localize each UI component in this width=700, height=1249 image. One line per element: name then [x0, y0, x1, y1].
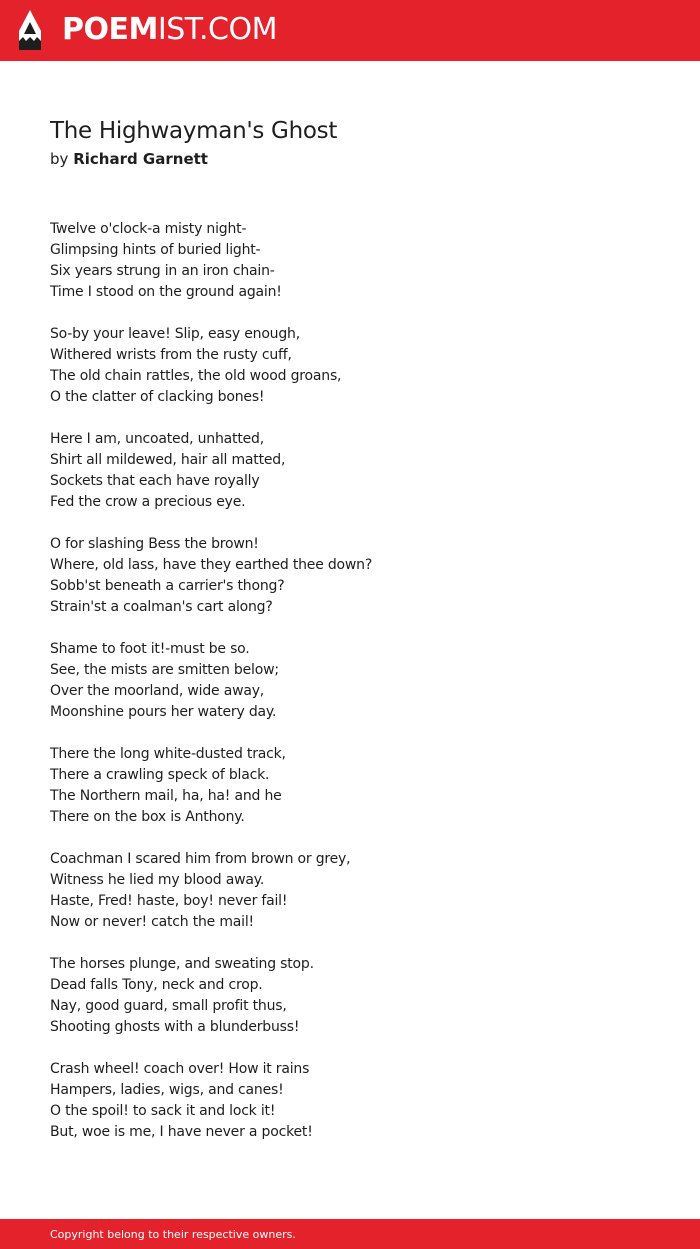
- byline: [50, 148, 208, 170]
- poem-line: Sockets that each have royally: [50, 473, 260, 489]
- poem-line: Haste, Fred! haste, boy! never fail!: [50, 893, 288, 909]
- stanza: [50, 429, 670, 513]
- poem-line: Moonshine pours her watery day.: [50, 704, 277, 720]
- logo-light-text: IST.COM: [157, 12, 277, 47]
- poem-line: But, woe is me, I have never a pocket!: [50, 1124, 313, 1140]
- poem-line: There the long white-dusted track,: [50, 746, 286, 762]
- poem-line: So-by your leave! Slip, easy enough,: [50, 326, 300, 342]
- poem-line: Shame to foot it!-must be so.: [50, 641, 250, 657]
- poem-line: Now or never! catch the mail!: [50, 914, 254, 930]
- poem-line: O the clatter of clacking bones!: [50, 389, 265, 405]
- author-name: Richard Garnett: [73, 150, 208, 168]
- poem-line: Fed the crow a precious eye.: [50, 494, 246, 510]
- poem-line: Witness he lied my blood away.: [50, 872, 265, 888]
- poem-line: O for slashing Bess the brown!: [50, 536, 259, 552]
- poem-line: Twelve o'clock-a misty night-: [50, 221, 247, 237]
- poem-line: Strain'st a coalman's cart along?: [50, 599, 273, 615]
- site-logo[interactable]: [62, 12, 277, 48]
- copyright-text: Copyright belong to their respective owners.: [50, 1228, 296, 1241]
- pencil-tip-icon[interactable]: [17, 9, 43, 51]
- poem-line: Here I am, uncoated, unhatted,: [50, 431, 264, 447]
- poem-line: Over the moorland, wide away,: [50, 683, 265, 699]
- poem-body: [50, 219, 670, 1164]
- poem-line: Hampers, ladies, wigs, and canes!: [50, 1082, 284, 1098]
- stanza: [50, 954, 670, 1038]
- poem-line: Nay, good guard, small profit thus,: [50, 998, 287, 1014]
- stanza: [50, 1059, 670, 1143]
- poem-title: The Highwayman's Ghost: [50, 118, 338, 144]
- stanza: [50, 849, 670, 933]
- poem-line: Dead falls Tony, neck and crop.: [50, 977, 263, 993]
- poem-line: Glimpsing hints of buried light-: [50, 242, 261, 258]
- poem-line: See, the mists are smitten below;: [50, 662, 279, 678]
- poem-line: There on the box is Anthony.: [50, 809, 245, 825]
- poem-line: The old chain rattles, the old wood groans,: [50, 368, 342, 384]
- site-footer: [0, 1219, 700, 1249]
- stanza: [50, 324, 670, 408]
- poem-line: The Northern mail, ha, ha! and he: [50, 788, 282, 804]
- poem-line: Withered wrists from the rusty cuff,: [50, 347, 292, 363]
- poem-line: Time I stood on the ground again!: [50, 284, 282, 300]
- poem-line: There a crawling speck of black.: [50, 767, 270, 783]
- stanza: [50, 534, 670, 618]
- site-header: [0, 0, 700, 61]
- by-label: by: [50, 150, 69, 168]
- stanza: [50, 639, 670, 723]
- stanza: [50, 219, 670, 303]
- poem-line: Coachman I scared him from brown or grey,: [50, 851, 351, 867]
- poem-line: Shooting ghosts with a blunderbuss!: [50, 1019, 300, 1035]
- stanza: [50, 744, 670, 828]
- poem-line: Crash wheel! coach over! How it rains: [50, 1061, 310, 1077]
- poem-line: The horses plunge, and sweating stop.: [50, 956, 314, 972]
- poem-line: Sobb'st beneath a carrier's thong?: [50, 578, 285, 594]
- poem-line: Shirt all mildewed, hair all matted,: [50, 452, 286, 468]
- poem-line: Six years strung in an iron chain-: [50, 263, 275, 279]
- poem-line: Where, old lass, have they earthed thee down?: [50, 557, 373, 573]
- poem-line: O the spoil! to sack it and lock it!: [50, 1103, 276, 1119]
- logo-bold-text: POEM: [62, 12, 158, 47]
